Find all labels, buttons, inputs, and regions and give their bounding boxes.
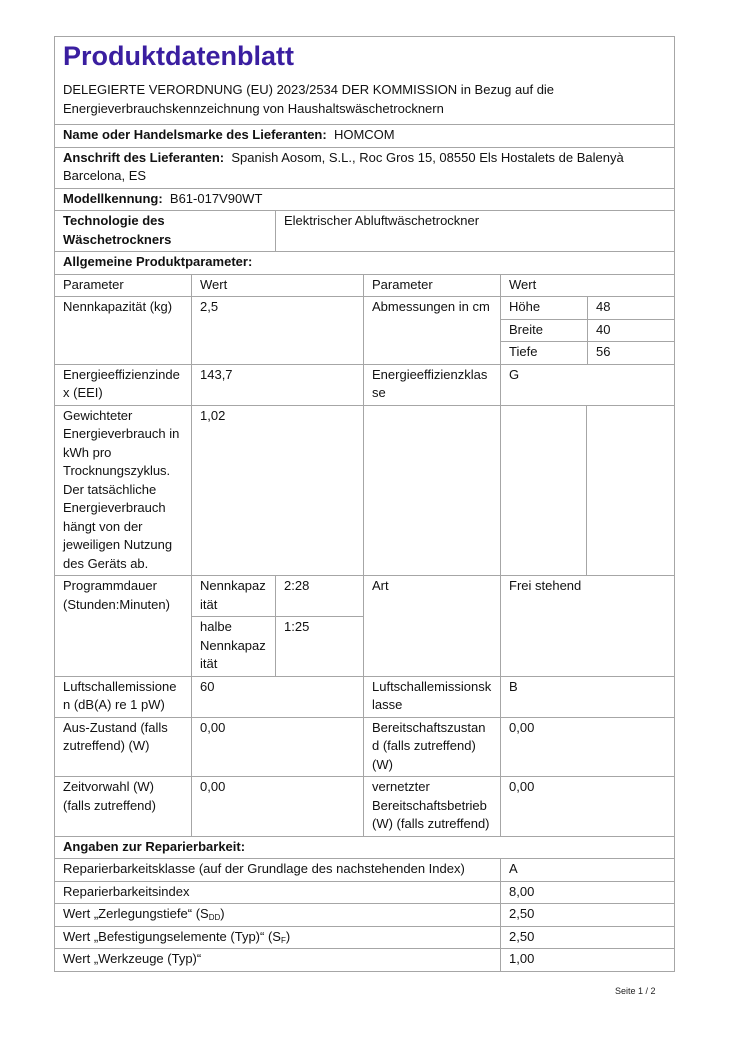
capacity-value: 2,5 xyxy=(192,297,364,365)
dimensions-table xyxy=(501,297,674,364)
program-full-value: 2:28 xyxy=(276,576,364,617)
col-header-value: Wert xyxy=(192,274,364,297)
noise-class-value: B xyxy=(501,676,675,717)
repair-class-value: A xyxy=(501,859,675,882)
fasteners-label: Wert „Befestigungselemente (Typ)“ $(S_F)$ xyxy=(55,926,501,949)
energy-class-value: G xyxy=(501,364,675,405)
supplier-address-row xyxy=(55,147,675,188)
title-row xyxy=(55,37,675,125)
col-header-value-2: Wert xyxy=(501,274,675,297)
type-value: Frei stehend xyxy=(501,576,675,677)
height-label: Höhe xyxy=(501,297,588,319)
col-header-parameter: Parameter xyxy=(55,274,192,297)
delay-network-row xyxy=(55,777,675,837)
col-header-parameter-2: Parameter xyxy=(364,274,501,297)
capacity-label: Nennkapazität (kg) xyxy=(55,297,192,365)
repair-index-value: 8,00 xyxy=(501,881,675,904)
model-label: Modellkennung: xyxy=(63,190,163,206)
off-mode-label: Aus-Zustand (falls zutreffend) (W) xyxy=(55,717,192,777)
eei-value: 143,7 xyxy=(192,364,364,405)
delay-start-label: Zeitvorwahl (W) (falls zutreffend) xyxy=(55,777,192,837)
general-heading-row xyxy=(55,252,675,275)
width-value: 40 xyxy=(588,319,675,342)
network-standby-value: 0,00 xyxy=(501,777,675,837)
width-label: Breite xyxy=(501,319,588,342)
dimensions-label: Abmessungen in cm xyxy=(364,297,501,365)
technology-value: Elektrischer Abluftwäschetrockner xyxy=(276,211,675,252)
supplier-address-value: Spanish Aosom, S.L., Roc Gros 15, 08550 Els Hostalets de Balenyà Barcelona, ES xyxy=(63,149,624,183)
depth-label: Tiefe xyxy=(509,344,538,359)
tools-row xyxy=(55,949,675,972)
repair-heading-row xyxy=(55,836,675,859)
product-data-sheet xyxy=(54,36,674,972)
supplier-name-value: HOMCOM xyxy=(333,127,395,142)
noise-label: Luftschallemissionen (dB(A) re 1 pW) xyxy=(55,676,192,717)
capacity-row xyxy=(55,297,675,365)
noise-value: 60 xyxy=(192,676,364,717)
page-title: Produktdatenblatt xyxy=(63,41,295,71)
off-standby-row xyxy=(55,717,675,777)
noise-row xyxy=(55,676,675,717)
supplier-name-label: Name oder Handelsmarke des Lieferanten: xyxy=(63,127,327,142)
general-heading: Allgemeine Produktparameter: xyxy=(55,252,675,275)
repair-index-row xyxy=(55,881,675,904)
model-value: B61-017V90WT xyxy=(169,190,263,206)
type-label: Art xyxy=(364,576,501,677)
disassembly-row xyxy=(55,904,675,927)
data-table xyxy=(54,36,675,972)
regulation-subtitle: DELEGIERTE VERORDNUNG (EU) 2023/2534 DER KOMMISSION in Bezug auf die Energieverbrauchskennzeichnung von Haushaltswäschetrocknern xyxy=(63,82,555,116)
tools-label: Wert „Werkzeuge (Typ)“ xyxy=(55,949,501,972)
empty-cell xyxy=(364,405,501,576)
supplier-address-label: Anschrift des Lieferanten: xyxy=(63,149,225,165)
program-half-value: 1:25 xyxy=(276,617,364,677)
weighted-energy-label: Gewichteter Energieverbrauch in kWh pro Trocknungszyklus. Der tatsächliche Energieverbrauch hängt von der jeweiligen Nutzung des Geräts ab. xyxy=(55,405,192,576)
tools-value: 1,00 xyxy=(501,949,675,972)
technology-label: Technologie des Wäschetrockners xyxy=(55,211,276,252)
energy-class-label: Energieeffizienzklasse xyxy=(364,364,501,405)
technology-row xyxy=(55,211,675,252)
program-duration-row-full xyxy=(55,576,675,617)
standby-label: Bereitschaftszustand (falls zutreffend) (W) xyxy=(364,717,501,777)
program-full-label: Nennkapazität xyxy=(192,576,276,617)
weighted-energy-value: 1,02 xyxy=(192,405,364,576)
program-duration-label: Programmdauer (Stunden:Minuten) xyxy=(55,576,192,677)
delay-start-value: 0,00 xyxy=(192,777,364,837)
fasteners-value: 2,50 xyxy=(501,926,675,949)
depth-value: 56 xyxy=(588,342,675,364)
model-row xyxy=(55,188,675,211)
column-header-row xyxy=(55,274,675,297)
fasteners-row xyxy=(55,926,675,949)
supplier-name-row xyxy=(55,125,675,148)
height-value: 48 xyxy=(588,297,675,319)
empty-cell xyxy=(501,405,587,576)
empty-cell xyxy=(587,405,675,576)
noise-class-label: Luftschallemissionsklasse xyxy=(364,676,501,717)
repair-class-label: Reparierbarkeitsklasse (auf der Grundlage des nachstehenden Index) xyxy=(55,859,501,882)
repair-index-label: Reparierbarkeitsindex xyxy=(55,881,501,904)
network-standby-label: vernetzter Bereitschaftsbetrieb (W) (falls zutreffend) xyxy=(364,777,501,837)
off-mode-value: 0,00 xyxy=(192,717,364,777)
repair-class-row xyxy=(55,859,675,882)
weighted-energy-row xyxy=(55,405,675,576)
eei-row xyxy=(55,364,675,405)
program-half-label: halbe Nennkapazität xyxy=(192,617,276,677)
eei-label: Energieeffizienzindex (EEI) xyxy=(55,364,192,405)
page-number: Seite 1 / 2 xyxy=(615,986,656,996)
disassembly-label: Wert „Zerlegungstiefe“ $(S_{DD})$ xyxy=(55,904,501,927)
standby-value: 0,00 xyxy=(501,717,675,777)
repair-heading: Angaben zur Reparierbarkeit: xyxy=(55,836,675,859)
disassembly-value: 2,50 xyxy=(501,904,675,927)
